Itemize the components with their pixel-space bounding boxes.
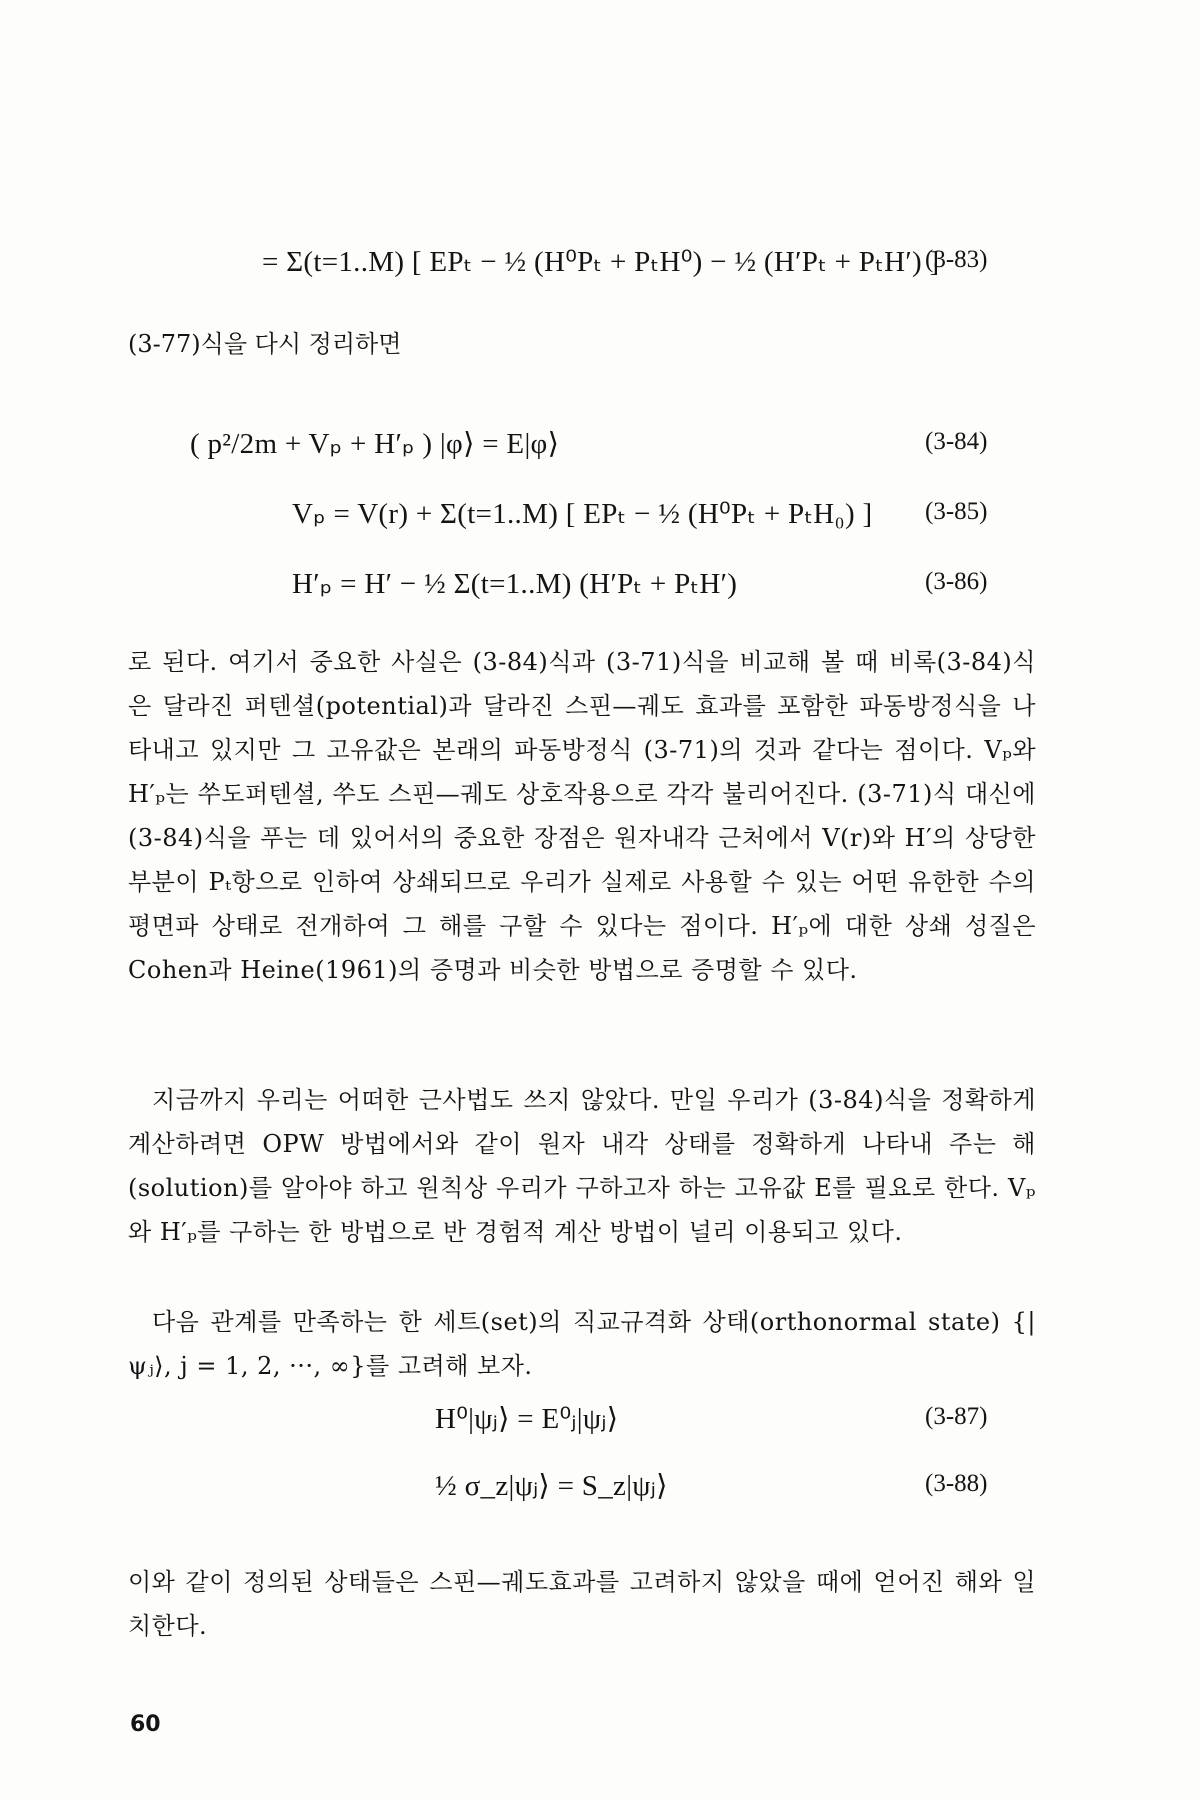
equation-body: = Σ(t=1..M) [ EPₜ − ½ (H⁰Pₜ + PₜH⁰) − ½ (H′Pₜ + PₜH′) ] bbox=[262, 246, 940, 278]
equation-3-83 bbox=[0, 238, 1200, 298]
equation-number: (3-86) bbox=[925, 568, 988, 595]
equation-3-87 bbox=[0, 1395, 1200, 1455]
equation-body: Vₚ = V(r) + Σ(t=1..M) [ EPₜ − ½ (H⁰Pₜ + PₜH₀) ] bbox=[292, 498, 873, 530]
equation-3-88 bbox=[0, 1462, 1200, 1522]
intro-line: (3-77)식을 다시 정리하면 bbox=[128, 330, 402, 358]
body-paragraph: 로 된다. 여기서 중요한 사실은 (3-84)식과 (3-71)식을 비교해 볼 때 비록(3-84)식은 달라진 퍼텐셜(potential)과 달라진 스핀—궤도 효과를 포함한 파동방정식을 나타내고 있지만 그 고유값은 본래의 파동방정식 (3-71)의 것과 같다는 점이다. Vₚ와 H′ₚ는 쑤도퍼텐셜, 쑤도 스핀—궤도 상호작용으로 각각 불리어진다. (3-71)식 대신에 (3-84)식을 푸는 데 있어서의 중요한 장점은 원자내각 근처에서 V(r)와 H′의 상당한 부분이 Pₜ항으로 인하여 상쇄되므로 우리가 실제로 사용할 수 있는 어떤 유한한 수의 평면파 상태로 전개하여 그 해를 구할 수 있다는 점이다. H′ₚ에 대한 상쇄 성질은 Cohen과 Heine(1961)의 증명과 비슷한 방법으로 증명할 수 있다. bbox=[128, 648, 1036, 984]
equation-body: H′ₚ = H′ − ½ Σ(t=1..M) (H′Pₜ + PₜH′) bbox=[292, 568, 738, 600]
body-paragraph: 다음 관계를 만족하는 한 세트(set)의 직교규격화 상태(orthonormal state) {|ψⱼ⟩, j = 1, 2, ···, ∞}를 고려해 보자. bbox=[128, 1308, 1036, 1380]
equation-number: (3-87) bbox=[925, 1403, 988, 1430]
page-number: 60 bbox=[130, 1712, 161, 1737]
equation-number: (3-88) bbox=[925, 1470, 988, 1497]
equation-3-86 bbox=[0, 560, 1200, 620]
equation-number: (3-84) bbox=[925, 428, 988, 455]
equation-number: (3-83) bbox=[925, 246, 988, 273]
equation-body: ½ σ_z|ψⱼ⟩ = S_z|ψⱼ⟩ bbox=[435, 1470, 668, 1502]
equation-3-84 bbox=[0, 420, 1200, 480]
equation-body: ( p²/2m + Vₚ + H′ₚ ) |φ⟩ = E|φ⟩ bbox=[190, 428, 560, 460]
body-paragraph: 지금까지 우리는 어떠한 근사법도 쓰지 않았다. 만일 우리가 (3-84)식을 정확하게 계산하려면 OPW 방법에서와 같이 원자 내각 상태를 정확하게 나타내 주는 해(solution)를 알아야 하고 원칙상 우리가 구하고자 하는 고유값 E를 필요로 한다. Vₚ와 H′ₚ를 구하는 한 방법으로 반 경험적 계산 방법이 널리 이용되고 있다. bbox=[128, 1086, 1036, 1246]
closing-paragraph: 이와 같이 정의된 상태들은 스핀—궤도효과를 고려하지 않았을 때에 얻어진 해와 일치한다. bbox=[128, 1568, 1036, 1640]
equation-3-85 bbox=[0, 490, 1200, 550]
equation-body: H⁰|ψⱼ⟩ = E⁰ⱼ|ψⱼ⟩ bbox=[435, 1403, 619, 1435]
equation-number: (3-85) bbox=[925, 498, 988, 525]
